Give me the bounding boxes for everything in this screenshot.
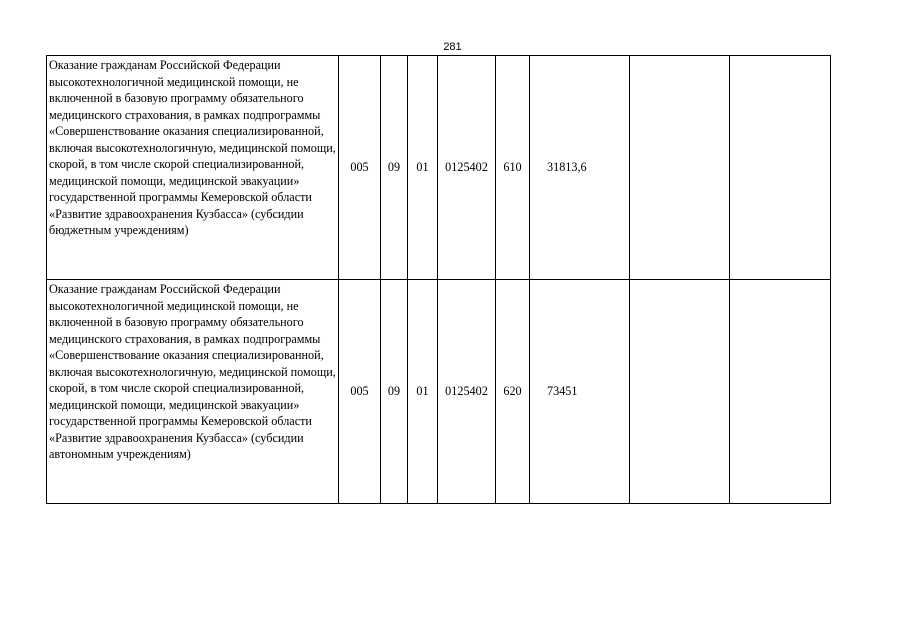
target-article-code: 0125402 xyxy=(438,280,496,504)
table-row xyxy=(47,56,831,280)
target-article-code: 0125402 xyxy=(438,56,496,280)
section-code: 09 xyxy=(381,280,408,504)
amount-cell xyxy=(530,280,630,504)
expense-type-code: 610 xyxy=(496,56,530,280)
amount-value: 31813,6 xyxy=(547,160,587,175)
amount-value: 73451 xyxy=(547,384,578,399)
empty-cell xyxy=(630,280,730,504)
row-description: Оказание гражданам Российской Федерации высокотехнологичной медицинской помощи, не включенной в базовую программу обязательного медицинского страхования, в рамках подпрограммы «Совершенствование оказания специализированной, включая высокотехнологичную, медицинской помощи, скорой, в том числе скорой специализированной, медицинской помощи, медицинской эвакуации» государственной программы Кемеровской области «Развитие здравоохранения Кузбасса» (субсидии автономным учреждениям) xyxy=(47,280,339,504)
empty-cell xyxy=(730,56,831,280)
amount-cell xyxy=(530,56,630,280)
empty-cell xyxy=(630,56,730,280)
page-number: 281 xyxy=(443,41,462,53)
section-code: 09 xyxy=(381,56,408,280)
ministry-code: 005 xyxy=(339,280,381,504)
row-description: Оказание гражданам Российской Федерации высокотехнологичной медицинской помощи, не включенной в базовую программу обязательного медицинского страхования, в рамках подпрограммы «Совершенствование оказания специализированной, включая высокотехнологичную, медицинской помощи, скорой, в том числе скорой специализированной, медицинской помощи, медицинской эвакуации» государственной программы Кемеровской области «Развитие здравоохранения Кузбасса» (субсидии бюджетным учреждениям) xyxy=(47,56,339,280)
subsection-code: 01 xyxy=(408,280,438,504)
subsection-code: 01 xyxy=(408,56,438,280)
empty-cell xyxy=(730,280,831,504)
ministry-code: 005 xyxy=(339,56,381,280)
budget-table xyxy=(46,55,831,504)
table-row xyxy=(47,280,831,504)
expense-type-code: 620 xyxy=(496,280,530,504)
